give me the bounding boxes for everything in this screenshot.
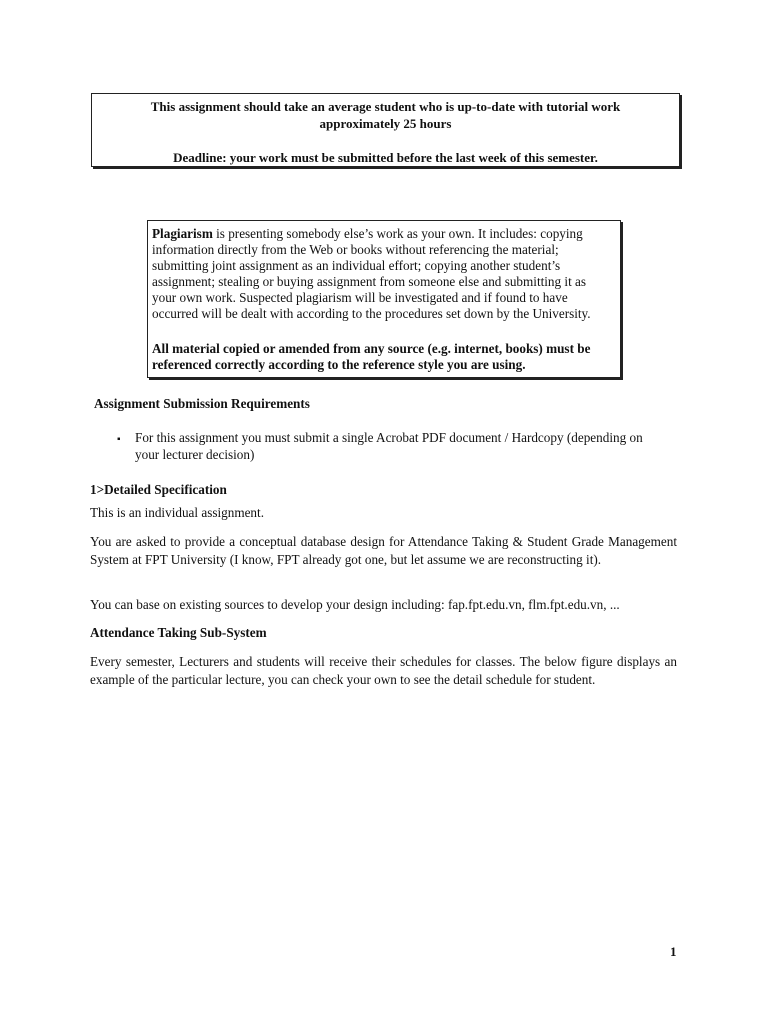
spec-paragraph-2: You are asked to provide a conceptual database design for Attendance Taking & Student Grade Management System at FPT University (I know, FPT already got one, but let assume we are reconstructing it). [90, 534, 677, 567]
plagiarism-definition [152, 226, 620, 322]
plagiarism-line-2: information directly from the Web or books without referencing the material; [152, 242, 559, 257]
page-number: 1 [670, 944, 677, 959]
plagiarism-line-5: your own work. Suspected plagiarism will be investigated and if found to have [152, 290, 568, 305]
notice-line-1: This assignment should take an average student who is up-to-date with tutorial work [150, 99, 621, 114]
notice-line-2: approximately 25 hours [319, 116, 452, 131]
assignment-notice-box [91, 93, 680, 167]
submission-bullet-line-1: For this assignment you must submit a single Acrobat PDF document / Hardcopy (depending on [135, 430, 643, 445]
plagiarism-box [147, 220, 621, 378]
warning-line-1: All material copied or amended from any source (e.g. internet, books) must be [152, 341, 591, 356]
attendance-paragraph: Every semester, Lecturers and students will receive their schedules for classes. The below figure displays an example of the particular lecture, you can check your own to see the detail schedule for student. [90, 654, 677, 687]
warning-line-2: referenced correctly according to the reference style you are using. [152, 357, 526, 372]
plagiarism-line-1 [152, 226, 620, 242]
spec-paragraph-1: This is an individual assignment. [90, 505, 264, 520]
deadline-line: Deadline: your work must be submitted before the last week of this semester. [173, 150, 598, 165]
bullet-marker: ▪ [117, 434, 121, 445]
attendance-heading: Attendance Taking Sub-System [90, 625, 267, 640]
plagiarism-warning [152, 341, 620, 373]
plagiarism-line-4: assignment; stealing or buying assignment from someone else and submitting it as [152, 274, 587, 289]
plagiarism-line-6: occurred will be dealt with according to the procedures set down by the University. [152, 306, 591, 321]
plagiarism-line-3: submitting joint assignment as an individual effort; copying another student’s [152, 258, 561, 273]
spec-heading: 1>Detailed Specification [90, 482, 227, 497]
plagiarism-line-1-text: is presenting somebody else’s work as your own. It includes: copying [212, 226, 583, 241]
submission-heading: Assignment Submission Requirements [94, 396, 310, 411]
submission-bullet-line-2: your lecturer decision) [135, 447, 255, 462]
plagiarism-term: Plagiarism [152, 226, 213, 241]
spec-paragraph-3: You can base on existing sources to develop your design including: fap.fpt.edu.vn, flm.fpt.edu.vn, ... [90, 597, 620, 612]
